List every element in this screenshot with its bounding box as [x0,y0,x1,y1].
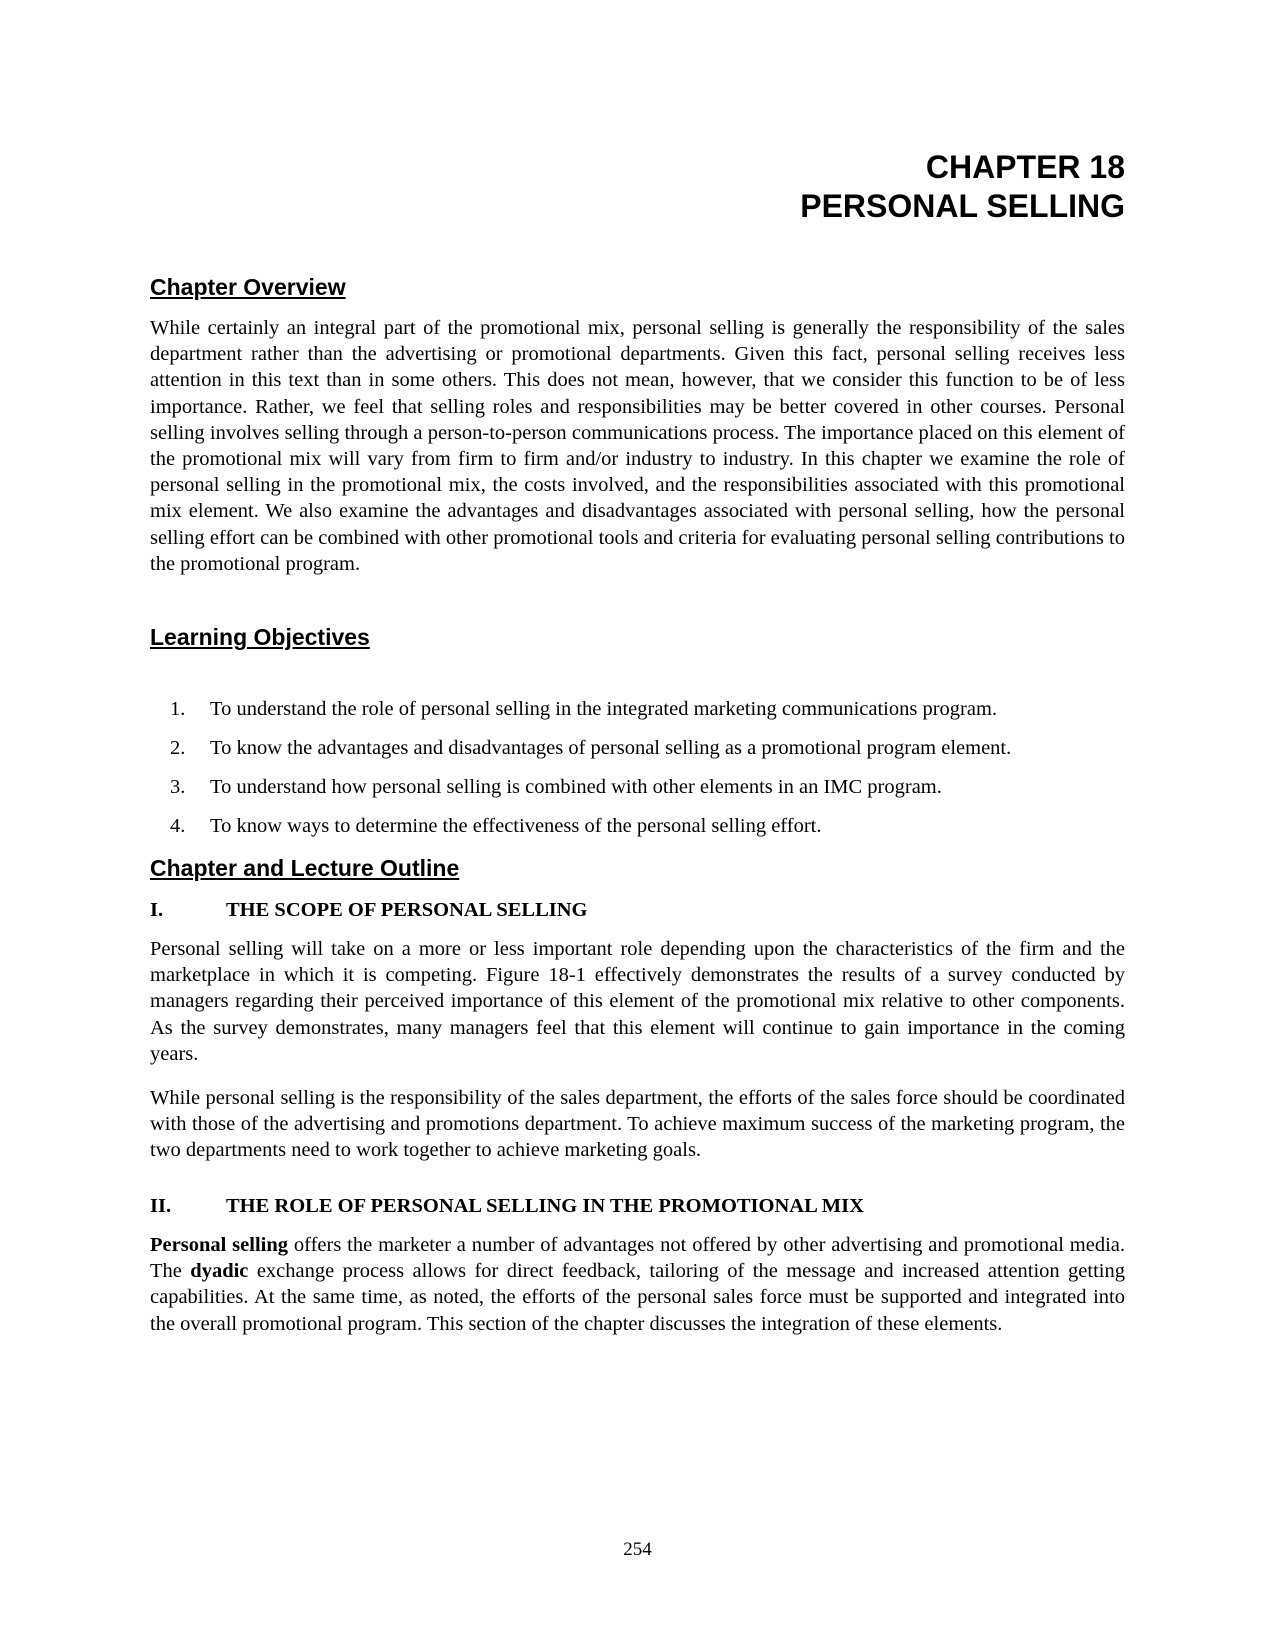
objective-text: To know ways to determine the effectiveness of the personal selling effort. [210,815,822,837]
objective-number: 1. [170,698,186,720]
outline-section-heading [150,1195,864,1218]
document-page [150,0,1125,1651]
objective-item [150,735,1125,774]
term-dyadic: dyadic [190,1260,249,1283]
role-text-part-1: offers the marketer a number of advantages not offered by other advertising and promotional media. The [150,1234,1126,1283]
objective-text: To know the advantages and disadvantages of personal selling as a promotional program element. [210,737,1012,759]
objective-item [150,696,1125,735]
learning-objectives-list [150,696,1125,852]
role-paragraph [150,1232,1125,1337]
section-numeral: II. [150,1195,172,1217]
section-title: THE ROLE OF PERSONAL SELLING IN THE PROMOTIONAL MIX [226,1195,864,1217]
objective-number: 2. [170,737,186,759]
objective-item [150,774,1125,813]
objective-number: 3. [170,776,186,798]
lecture-outline-heading: Chapter and Lecture Outline [150,855,460,881]
outline-section-heading [150,899,588,922]
page-number: 254 [623,1539,652,1560]
chapter-number: CHAPTER 18 [925,149,1125,185]
learning-objectives-heading: Learning Objectives [150,624,370,650]
chapter-name: PERSONAL SELLING [800,188,1125,224]
objective-item [150,813,1125,852]
objective-text: To understand how personal selling is combined with other elements in an IMC program. [210,776,942,798]
role-text-part-2: exchange process allows for direct feedback, tailoring of the message and increased attention getting capabilities. At the same time, as noted, the efforts of the personal sales force must be supported and integrated into the overall promotional program. This section of the chapter discusses the integration of these elements. [150,1260,1125,1335]
objective-text: To understand the role of personal selling in the integrated marketing communications program. [210,698,998,720]
chapter-overview-heading: Chapter Overview [150,274,346,300]
chapter-overview-text: While certainly an integral part of the promotional mix, personal selling is generally the responsibility of the sales department rather than the advertising or promotional departments. Given this fact, personal selling receives less attention in this text than in some others. This does not mean, however, that we consider this function to be of less importance. Rather, we feel that selling roles and responsibilities may be better covered in other courses. Personal selling involves selling through a person-to-person communications process. The importance placed on this element of the promotional mix will vary from firm to firm and/or industry to industry. In this chapter we examine the role of personal selling in the promotional mix, the costs involved, and the responsibilities associated with this promotional mix element. We also examine the advantages and disadvantages associated with personal selling, how the personal selling effort can be combined with other promotional tools and criteria for evaluating personal selling contributions to the promotional program. [150,317,1125,575]
scope-paragraph-2: While personal selling is the responsibility of the sales department, the efforts of the sales force should be coordinated with those of the advertising and promotions department. To achieve maximum success of the marketing program, the two departments need to work together to achieve marketing goals. [150,1087,1125,1162]
term-personal-selling: Personal selling [150,1234,288,1256]
section-title: THE SCOPE OF PERSONAL SELLING [226,899,588,921]
scope-paragraph-1: Personal selling will take on a more or less important role depending upon the characteristics of the firm and the marketplace in which it is competing. Figure 18-1 effectively demonstrates the results of a survey conducted by managers regarding their perceived importance of this element of the promotional mix relative to other components. As the survey demonstrates, many managers feel that this element will continue to gain importance in the coming years. [150,938,1125,1065]
section-numeral: I. [150,899,164,921]
chapter-title [800,148,1125,226]
objective-number: 4. [170,815,186,837]
